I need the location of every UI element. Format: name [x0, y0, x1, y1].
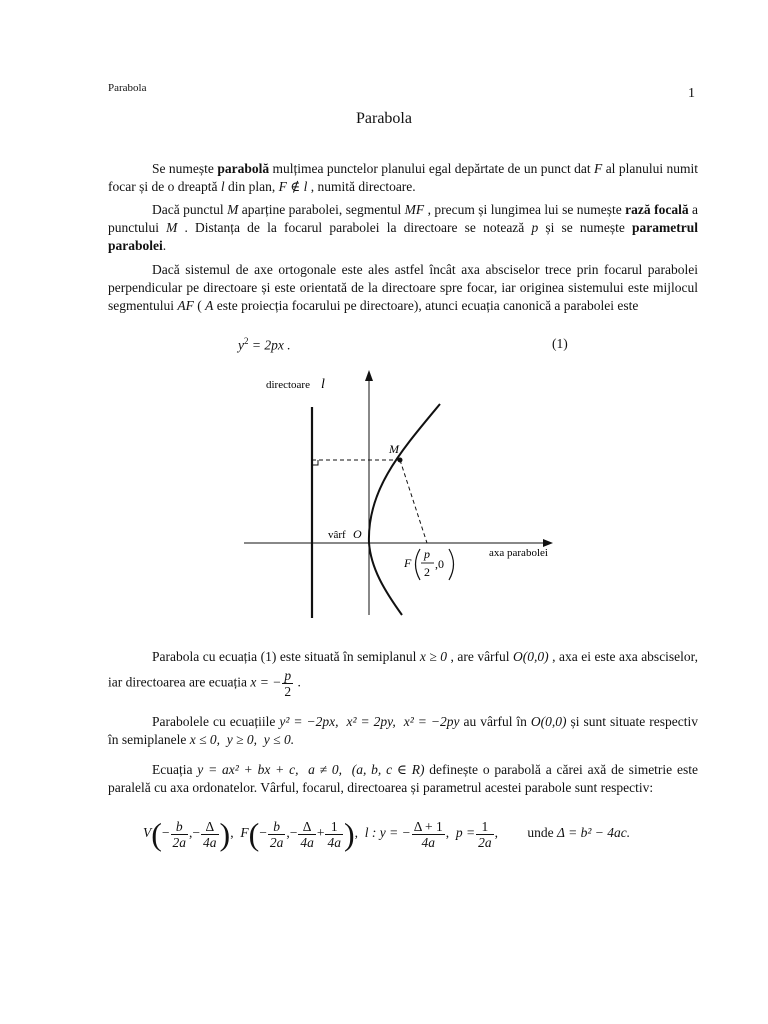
- fraction-b-2a: [268, 819, 286, 850]
- point-M: [398, 458, 403, 463]
- directrix-label: directoare: [266, 379, 310, 391]
- symbol-M: M: [227, 202, 239, 217]
- minus-sign: −: [259, 825, 267, 841]
- fraction-delta-plus-1: [412, 819, 445, 850]
- fraction-denominator: 2a: [172, 834, 187, 850]
- symbol-l: l: [220, 179, 225, 194]
- fraction-denominator: 4a: [300, 834, 314, 850]
- focus-left-paren: [416, 549, 421, 580]
- other-parabolas-paragraph: [108, 713, 698, 749]
- general-parabola-paragraph: [108, 761, 698, 797]
- text: .: [162, 238, 167, 253]
- condition-x: x ≥ 0: [419, 649, 447, 664]
- text: . Distanța de la focarul parabolei la directoare se notează: [177, 220, 532, 235]
- text: Dacă punctul: [152, 202, 228, 217]
- text: mulțimea punctelor planului egal depărtate de un punct dat: [269, 161, 595, 176]
- focal-radius-paragraph: [108, 201, 698, 255]
- comma: ,: [189, 825, 193, 841]
- condition-F-not-in-l: F ∉ l: [278, 179, 308, 194]
- text: Parabola cu ecuația (1) este situată în semiplanul: [152, 649, 420, 664]
- fraction-numerator: 1: [325, 819, 343, 835]
- definition-paragraph: [108, 160, 698, 196]
- fraction-denominator: 4a: [203, 834, 217, 850]
- text: (: [193, 298, 206, 313]
- text: .: [294, 674, 301, 690]
- semiplane-3: y ≤ 0.: [263, 732, 295, 747]
- equation-3: x² = −2py: [403, 714, 460, 729]
- right-paren: ): [343, 816, 355, 852]
- comma: ,: [445, 825, 450, 841]
- text: din plan,: [224, 179, 279, 194]
- text: și sunt situate respectiv în semiplanele: [108, 714, 698, 747]
- directrix-l-label: l: [321, 377, 325, 392]
- x-axis-arrow: [543, 539, 553, 547]
- left-paren: (: [248, 816, 260, 852]
- directrix-equation: l : y = −: [364, 825, 411, 841]
- text: și se numește: [538, 220, 633, 235]
- dashed-MF: [400, 460, 427, 543]
- text: Ecuația: [152, 762, 198, 777]
- text: a punctului: [108, 202, 699, 235]
- text: definește o parabolă a cărei axă de simetrie este paralelă cu axa ordonatelor. Vârful, focarul, directoarea și parametrul acestei parabole sunt respectiv:: [108, 762, 698, 795]
- symbol-F: F: [240, 825, 249, 841]
- vertex-focus-formulas: [143, 818, 630, 850]
- semiplane-2: y ≥ 0,: [226, 732, 258, 747]
- vertex-O: O(0,0): [530, 714, 567, 729]
- equation-number: (1): [552, 336, 568, 351]
- fraction-denominator: 4a: [421, 834, 435, 850]
- right-paren: ): [219, 816, 231, 852]
- fraction-numerator: p: [284, 668, 292, 683]
- fraction-numerator: Δ: [298, 819, 316, 835]
- condition-a: a ≠ 0,: [308, 762, 343, 777]
- directrix-eq-lhs: x = −: [250, 674, 282, 690]
- symbol-M: M: [166, 220, 178, 235]
- running-header: Parabola: [108, 82, 147, 94]
- fraction-numerator: Δ + 1: [413, 818, 443, 834]
- eq-lhs: y: [238, 337, 244, 353]
- fraction-1-4a: [325, 819, 343, 850]
- canonical-equation: [238, 336, 291, 354]
- fraction-delta-4a: [201, 819, 219, 850]
- equation-1: y² = −2px,: [279, 714, 339, 729]
- general-equation: y = ax² + bx + c,: [197, 762, 299, 777]
- term-focal-radius: rază focală: [625, 202, 689, 217]
- y-axis-arrow: [365, 370, 373, 381]
- fraction-denominator: 4a: [327, 834, 341, 850]
- symbol-MF: MF: [404, 202, 425, 217]
- symbol-p: p: [531, 220, 539, 235]
- page-title: Parabola: [356, 110, 412, 127]
- focus-zero-label: ,0: [435, 557, 444, 571]
- term-parabola: parabolă: [217, 161, 270, 176]
- text: au vârful în: [459, 714, 531, 729]
- point-M-label: M: [389, 442, 399, 456]
- minus-sign: −: [289, 825, 298, 841]
- focus-F-label: F: [404, 556, 412, 570]
- text: Se numește: [152, 161, 218, 176]
- semiplane-1: x ≤ 0,: [189, 732, 221, 747]
- left-paren: (: [151, 816, 162, 852]
- vertex-label: vârf: [328, 529, 346, 541]
- text: este proiecția focarului pe directoare), atunci ecuația canonică a parabolei este: [213, 298, 639, 313]
- text: , axa ei este axa absciselor, iar directoarea are ecuația: [108, 649, 699, 690]
- text: , precum și lungimea lui se numește: [424, 202, 626, 217]
- text: Parabolele cu ecuațiile: [152, 714, 280, 729]
- discriminant-equation: Δ = b² − 4ac.: [557, 825, 631, 841]
- fraction-numerator: 1: [476, 819, 494, 835]
- minus-sign: −: [192, 825, 201, 841]
- symbol-V: V: [143, 825, 152, 841]
- symbol-AF: AF: [177, 298, 194, 313]
- text: , are vârful: [446, 649, 514, 664]
- right-angle-mark: [312, 460, 318, 465]
- comma: ,: [494, 825, 499, 841]
- eq-rhs: = 2px .: [248, 337, 291, 353]
- fraction-numerator: b: [171, 819, 189, 835]
- vertex-O: O(0,0): [513, 649, 549, 664]
- text: aparține parabolei, segmentul: [238, 202, 405, 217]
- comma: ,: [354, 825, 358, 841]
- canonical-paragraph: [108, 261, 698, 315]
- fraction-b-2a: [171, 819, 189, 850]
- focus-two-label: 2: [424, 565, 430, 579]
- plus-sign: +: [316, 825, 325, 841]
- comma: ,: [230, 825, 234, 841]
- fraction-numerator: Δ: [201, 819, 219, 835]
- minus-sign: −: [161, 825, 170, 841]
- unde-label: unde: [527, 825, 554, 841]
- equation-2: x² = 2py,: [346, 714, 396, 729]
- fraction-denominator: 2a: [269, 834, 284, 850]
- semiplane-paragraph: [108, 646, 698, 699]
- axis-label: axa parabolei: [489, 547, 548, 559]
- fraction-denominator: 2: [284, 684, 292, 699]
- parabola-curve: [369, 404, 440, 615]
- fraction-numerator: b: [268, 819, 286, 835]
- page-number: 1: [688, 86, 695, 101]
- fraction-1-2a: [476, 819, 494, 850]
- fraction-p-over-2: [282, 668, 293, 699]
- origin-O-label: O: [353, 527, 362, 541]
- symbol-A: A: [205, 298, 214, 313]
- text: , numită directoare.: [307, 179, 416, 194]
- fraction-denominator: 2a: [478, 834, 492, 850]
- parameter-equation: p =: [455, 825, 476, 841]
- symbol-F: F: [594, 161, 603, 176]
- param-set: (a, b, c ∈ R): [351, 762, 425, 777]
- term-parameter: parametrul parabolei: [108, 220, 698, 253]
- eq-exponent: 2: [244, 336, 249, 346]
- comma: ,: [286, 825, 290, 841]
- fraction-delta-4a: [298, 819, 316, 850]
- text: al planului numit focar și de o dreaptă: [108, 161, 698, 194]
- text: Dacă sistemul de axe ortogonale este ales astfel încât axa absciselor trece prin focarul parabolei perpendicular pe directoare și este orientată de la directoare spre focar, iar originea sistemului este mijlocul segmentului: [108, 262, 698, 313]
- focus-right-paren: [449, 549, 454, 580]
- focus-p-label: p: [424, 547, 430, 561]
